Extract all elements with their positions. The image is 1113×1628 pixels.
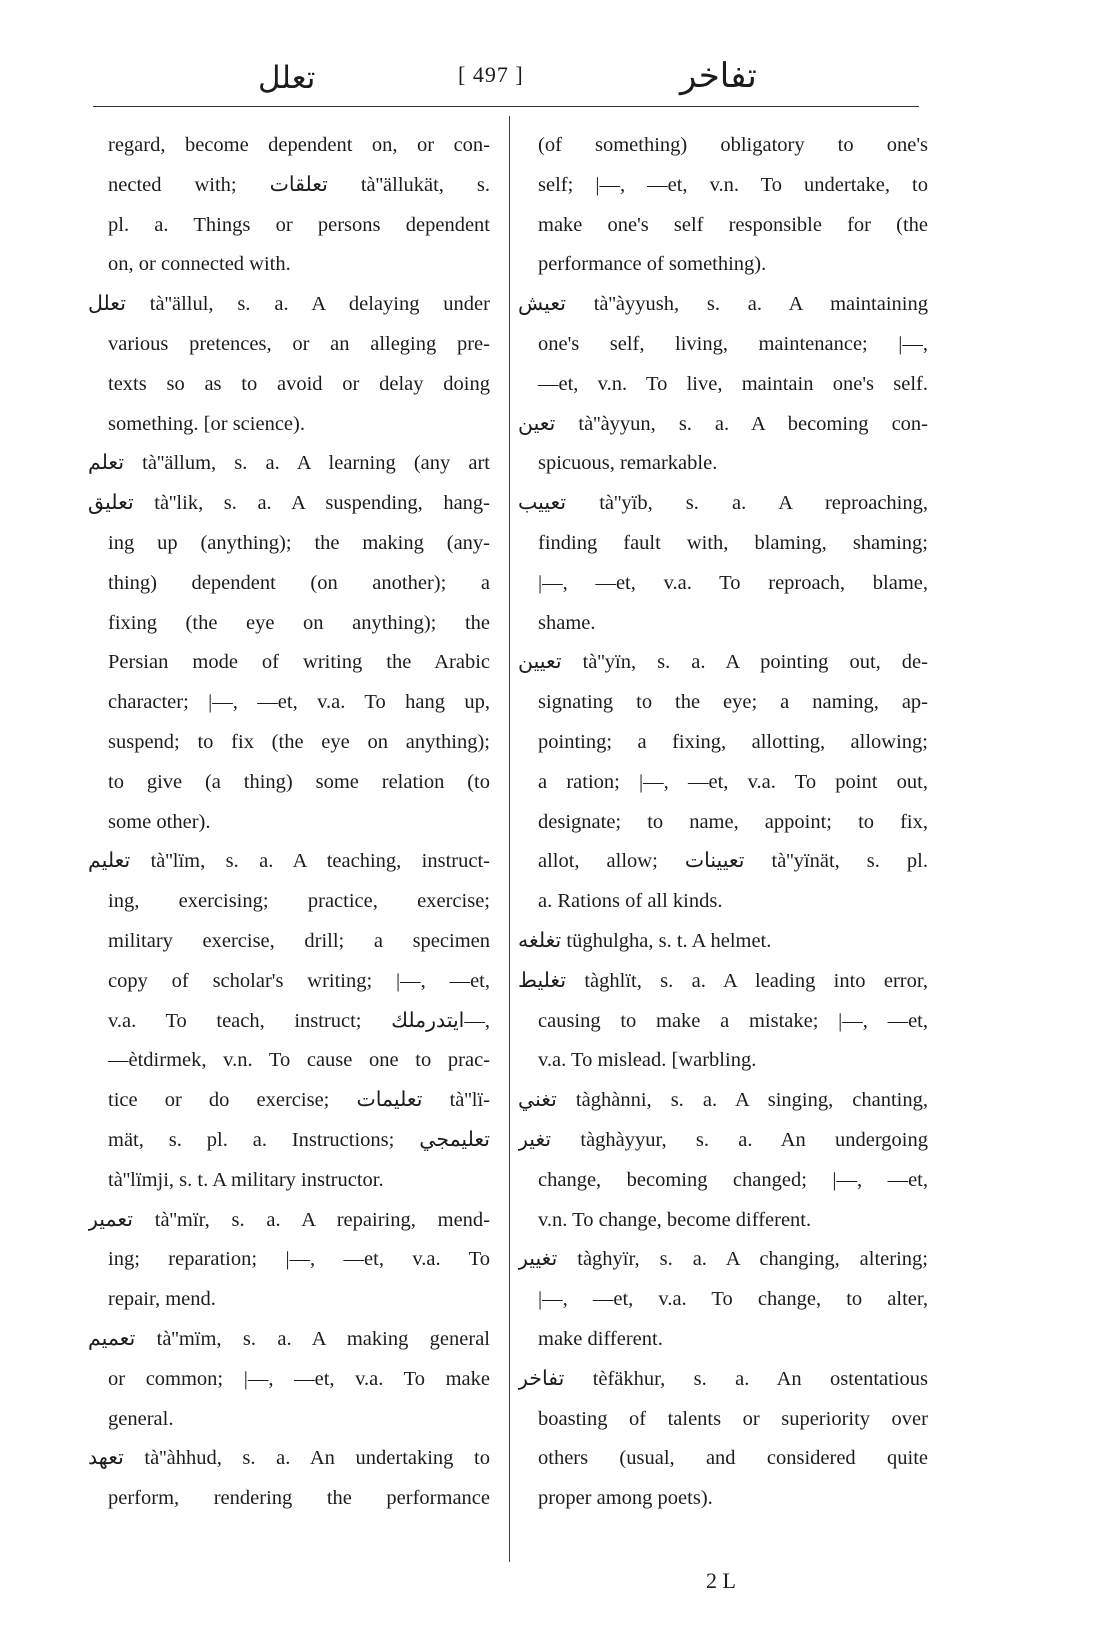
entry-line bbox=[88, 1002, 490, 1042]
entry-line bbox=[518, 842, 928, 882]
entry-line bbox=[88, 803, 490, 843]
entry-line bbox=[88, 405, 490, 445]
line-text: ing up (anything); the making (any- bbox=[108, 531, 490, 554]
entry-line bbox=[88, 206, 490, 246]
entry-line bbox=[88, 1240, 490, 1280]
entry-line bbox=[518, 604, 928, 644]
entry-line bbox=[88, 922, 490, 962]
entry-line bbox=[88, 1400, 490, 1440]
entry-line bbox=[518, 723, 928, 763]
entry-line bbox=[88, 524, 490, 564]
entry-headword-line bbox=[518, 484, 928, 524]
line-text: fixing (the eye on anything); the bbox=[108, 611, 490, 634]
line-text: spicuous, remarkable. bbox=[538, 452, 718, 475]
line-text: tà''lïmji, s. t. A military instructor. bbox=[108, 1168, 384, 1191]
line-text: shame. bbox=[538, 611, 596, 634]
entry-headword-line bbox=[88, 285, 490, 325]
line-text: تعلم tà''ällum, s. a. A learning (any art bbox=[88, 452, 490, 475]
entry-line bbox=[518, 1400, 928, 1440]
entry-line bbox=[518, 1280, 928, 1320]
entry-line bbox=[518, 206, 928, 246]
line-text: make different. bbox=[538, 1327, 663, 1350]
line-text: regard, become dependent on, or con- bbox=[108, 134, 490, 156]
line-text: proper among poets). bbox=[538, 1487, 713, 1510]
line-text: |—, —et, v.a. To change, to alter, bbox=[538, 1288, 928, 1311]
line-text: one's self, living, maintenance; |—, bbox=[538, 332, 928, 355]
entry-line bbox=[88, 1479, 490, 1519]
line-text: causing to make a mistake; |—, —et, bbox=[538, 1009, 928, 1032]
line-text: or common; |—, —et, v.a. To make bbox=[108, 1367, 490, 1390]
entry-line bbox=[518, 803, 928, 843]
line-text: تعليم tà''lïm, s. a. A teaching, instruct- bbox=[88, 850, 490, 873]
line-text: تعين tà''àyyun, s. a. A becoming con- bbox=[518, 412, 928, 435]
line-text: thing) dependent (on another); a bbox=[108, 571, 490, 594]
entry-headword-line bbox=[88, 444, 490, 484]
header-left-arabic-word: تعلل bbox=[258, 60, 316, 95]
line-text: on, or connected with. bbox=[108, 253, 291, 276]
entry-line bbox=[518, 325, 928, 365]
page-number: [ 497 ] bbox=[458, 62, 524, 87]
line-text: v.n. To change, become different. bbox=[538, 1208, 812, 1231]
entry-line bbox=[88, 126, 490, 166]
line-text: Persian mode of writing the Arabic bbox=[108, 651, 490, 674]
entry-line bbox=[518, 564, 928, 604]
entry-line bbox=[88, 1121, 490, 1161]
line-text: تعليق tà''lik, s. a. A suspending, hang- bbox=[88, 492, 490, 515]
line-text: repair, mend. bbox=[108, 1288, 216, 1311]
entry-line bbox=[88, 683, 490, 723]
entry-line bbox=[88, 365, 490, 405]
entry-headword-line bbox=[518, 1360, 928, 1400]
line-text: تغيير tàghyïr, s. a. A changing, altering; bbox=[518, 1248, 928, 1271]
line-text: pl. a. Things or persons dependent bbox=[108, 213, 490, 236]
header-right-arabic-word: تفاخر bbox=[680, 58, 757, 95]
entry-line bbox=[518, 1479, 928, 1519]
line-text: designate; to name, appoint; to fix, bbox=[538, 810, 928, 833]
line-text: military exercise, drill; a specimen bbox=[108, 929, 490, 952]
entry-headword-line bbox=[88, 484, 490, 524]
line-text: (of something) obligatory to one's bbox=[538, 134, 928, 156]
entry-headword-line bbox=[518, 1240, 928, 1280]
entry-line bbox=[88, 763, 490, 803]
line-text: تعييب tà''yïb, s. a. A reproaching, bbox=[518, 492, 928, 515]
line-text: ing, exercising; practice, exercise; bbox=[108, 890, 490, 913]
line-text: تعميم tà''mïm, s. a. A making general bbox=[88, 1327, 490, 1350]
line-text: finding fault with, blaming, shaming; bbox=[538, 531, 928, 554]
line-text: تغليط tàghlït, s. a. A leading into error, bbox=[518, 969, 928, 992]
line-text: general. bbox=[108, 1407, 174, 1430]
entry-headword-line bbox=[88, 1439, 490, 1479]
signature-mark: 2 L bbox=[706, 1568, 736, 1593]
entry-line bbox=[518, 166, 928, 206]
line-text: a ration; |—, —et, v.a. To point out, bbox=[538, 770, 928, 793]
line-text: a. Rations of all kinds. bbox=[538, 890, 723, 913]
line-text: pointing; a fixing, allotting, allowing; bbox=[538, 730, 928, 753]
line-text: تعهد tà''àhhud, s. a. An undertaking to bbox=[88, 1447, 490, 1470]
entry-headword-line bbox=[518, 285, 928, 325]
line-text: performance of something). bbox=[538, 253, 767, 276]
entry-line bbox=[518, 524, 928, 564]
entry-line bbox=[518, 1201, 928, 1241]
entry-line bbox=[518, 1002, 928, 1042]
entry-line bbox=[88, 166, 490, 206]
line-text: copy of scholar's writing; |—, —et, bbox=[108, 969, 490, 992]
entry-headword-line bbox=[88, 1201, 490, 1241]
line-text: some other). bbox=[108, 810, 211, 833]
right-column bbox=[518, 126, 928, 1519]
line-text: v.a. To teach, instruct; ايتدرملك—, bbox=[108, 1009, 490, 1032]
entry-line bbox=[88, 1041, 490, 1081]
line-text: nected with; تعلقات tà''ällukät, s. bbox=[108, 173, 490, 196]
line-text: various pretences, or an alleging pre- bbox=[108, 332, 490, 355]
line-text: تغني tàghànni, s. a. A singing, chanting, bbox=[518, 1089, 928, 1112]
entry-line bbox=[88, 325, 490, 365]
line-text: mät, s. pl. a. Instructions; تعليمجي bbox=[108, 1128, 490, 1151]
line-text: v.a. To mislead. [warbling. bbox=[538, 1049, 757, 1072]
entry-line bbox=[88, 604, 490, 644]
line-text: تفاخر tèfäkhur, s. a. An ostentatious bbox=[518, 1367, 928, 1390]
line-text: ing; reparation; |—, —et, v.a. To bbox=[108, 1248, 490, 1271]
line-text: character; |—, —et, v.a. To hang up, bbox=[108, 691, 490, 714]
line-text: perform, rendering the performance bbox=[108, 1487, 490, 1510]
entry-line bbox=[518, 1161, 928, 1201]
entry-line bbox=[88, 1360, 490, 1400]
header-rule bbox=[93, 106, 919, 107]
line-text: تغلغه tüghulgha, s. t. A helmet. bbox=[518, 929, 772, 952]
line-text: allot, allow; تعيينات tà''yïnät, s. pl. bbox=[538, 850, 928, 873]
entry-headword-line bbox=[518, 1081, 928, 1121]
entry-line bbox=[518, 245, 928, 285]
entry-headword-line bbox=[88, 842, 490, 882]
entry-line bbox=[88, 962, 490, 1002]
line-text: change, becoming changed; |—, —et, bbox=[538, 1168, 928, 1191]
entry-headword-line bbox=[88, 1320, 490, 1360]
entry-line bbox=[88, 564, 490, 604]
line-text: to give (a thing) some relation (to bbox=[108, 770, 490, 793]
entry-headword-line bbox=[518, 922, 928, 962]
entry-headword-line bbox=[518, 643, 928, 683]
entry-line bbox=[88, 643, 490, 683]
entry-line bbox=[518, 444, 928, 484]
line-text: تعيين tà''yïn, s. a. A pointing out, de- bbox=[518, 651, 928, 674]
entry-headword-line bbox=[518, 405, 928, 445]
line-text: تعمير tà''mïr, s. a. A repairing, mend- bbox=[88, 1208, 490, 1231]
entry-line bbox=[88, 882, 490, 922]
line-text: make one's self responsible for (the bbox=[538, 213, 928, 236]
line-text: تعلل tà''ällul, s. a. A delaying under bbox=[88, 293, 490, 316]
left-column bbox=[88, 126, 490, 1519]
line-text: suspend; to fix (the eye on anything); bbox=[108, 730, 490, 753]
entry-line bbox=[518, 1439, 928, 1479]
line-text: tice or do exercise; تعليمات tà''lï- bbox=[108, 1089, 490, 1112]
entry-line bbox=[518, 1041, 928, 1081]
line-text: تعيش tà''àyyush, s. a. A maintaining bbox=[518, 293, 928, 316]
entry-headword-line bbox=[518, 1121, 928, 1161]
line-text: —et, v.n. To live, maintain one's self. bbox=[538, 372, 928, 395]
entry-line bbox=[88, 245, 490, 285]
line-text: |—, —et, v.a. To reproach, blame, bbox=[538, 571, 928, 594]
line-text: boasting of talents or superiority over bbox=[538, 1407, 928, 1430]
line-text: others (usual, and considered quite bbox=[538, 1447, 928, 1470]
line-text: تغير tàghàyyur, s. a. An undergoing bbox=[518, 1128, 928, 1151]
entry-line bbox=[518, 882, 928, 922]
entry-line bbox=[88, 723, 490, 763]
entry-line bbox=[518, 126, 928, 166]
entry-line bbox=[88, 1161, 490, 1201]
line-text: —ètdirmek, v.n. To cause one to prac- bbox=[108, 1049, 490, 1072]
entry-line bbox=[88, 1081, 490, 1121]
entry-line bbox=[88, 1280, 490, 1320]
entry-line bbox=[518, 1320, 928, 1360]
entry-line bbox=[518, 365, 928, 405]
line-text: self; |—, —et, v.n. To undertake, to bbox=[538, 173, 928, 196]
line-text: texts so as to avoid or delay doing bbox=[108, 372, 490, 395]
entry-line bbox=[518, 763, 928, 803]
entry-headword-line bbox=[518, 962, 928, 1002]
column-divider bbox=[509, 116, 510, 1562]
line-text: signating to the eye; a naming, ap- bbox=[538, 691, 928, 714]
line-text: something. [or science). bbox=[108, 412, 305, 435]
entry-line bbox=[518, 683, 928, 723]
